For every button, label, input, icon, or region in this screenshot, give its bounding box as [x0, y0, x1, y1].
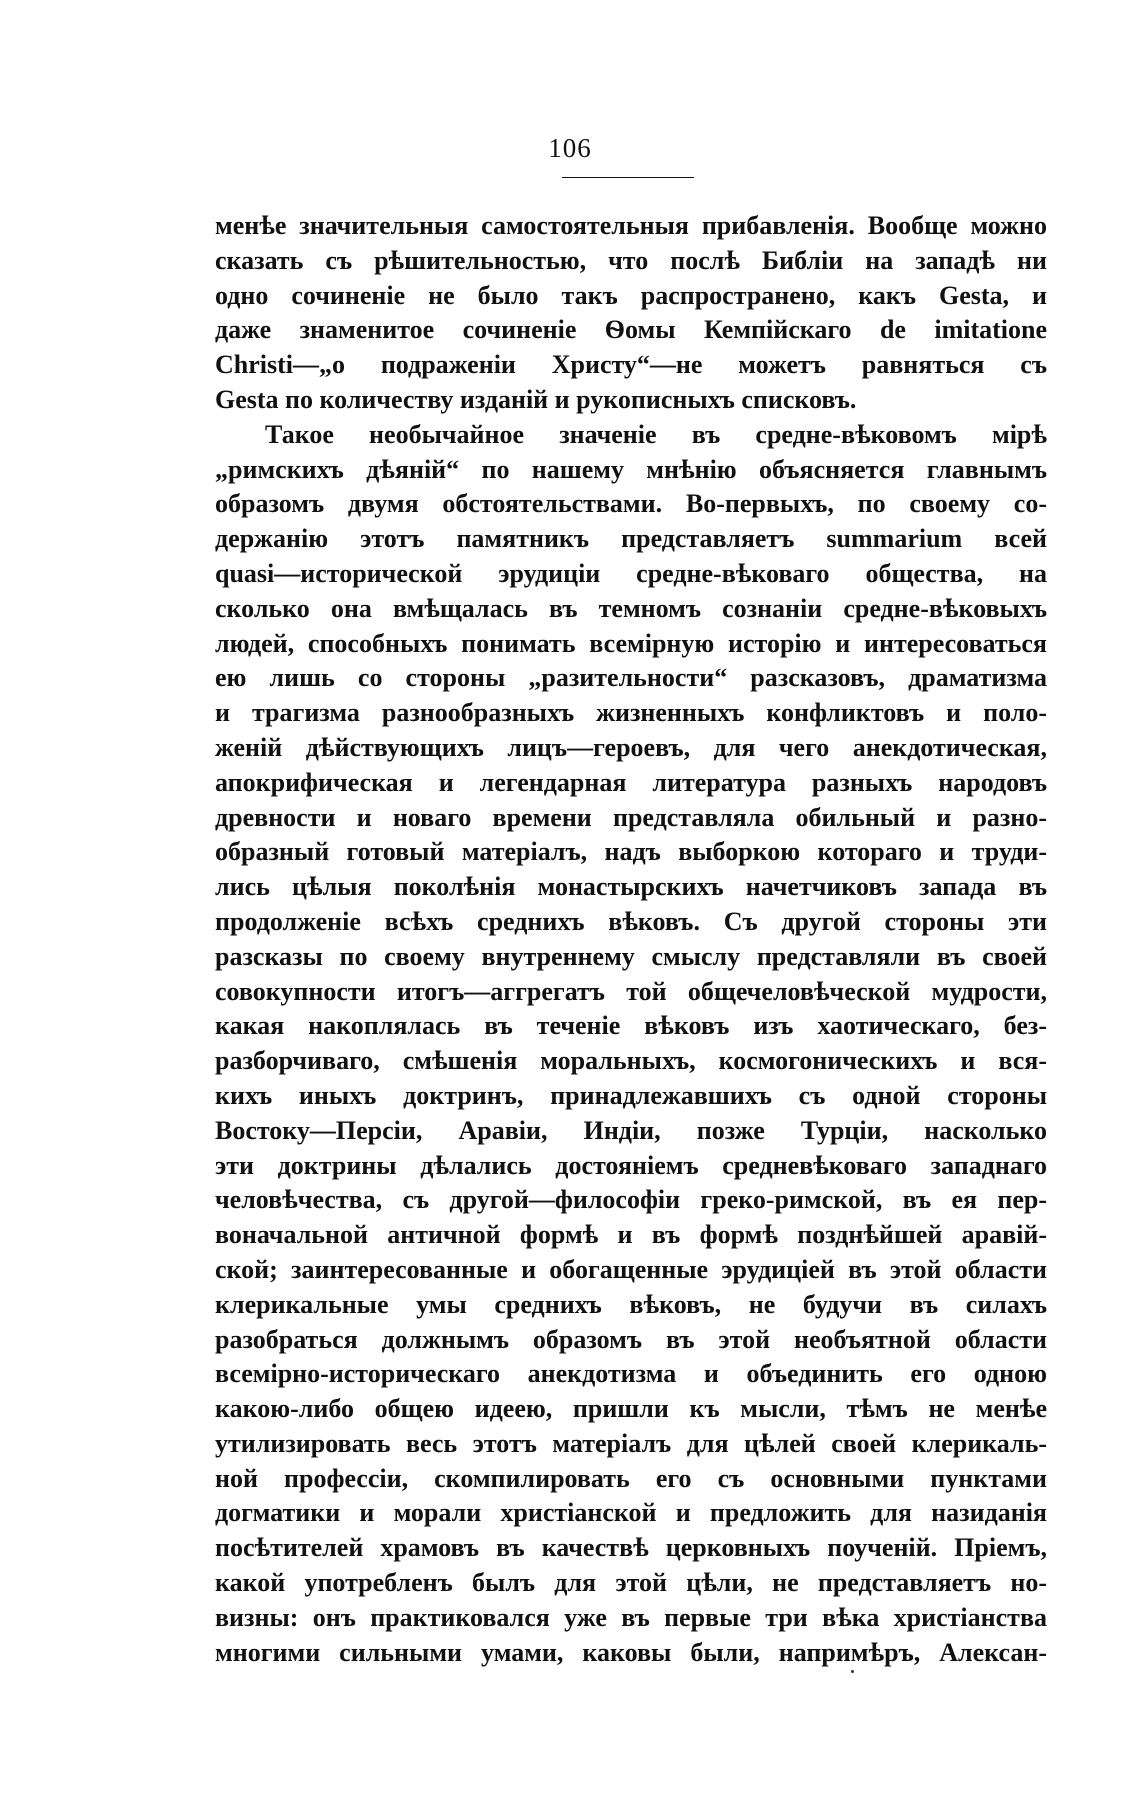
text-line: лись цѣлыя поколѣнія монастырскихъ начетчиковъ запада въ: [215, 872, 1047, 902]
text-line: воначальной античной формѣ и въ формѣ позднѣйшей аравій-: [215, 1220, 1047, 1250]
text-line: разсказы по своему внутреннему смыслу представляли въ своей: [215, 941, 1047, 971]
text-line: ной профессіи, скомпилировать его съ основными пунктами: [215, 1463, 1047, 1493]
text-line: и трагизма разнообразныхъ жизненныхъ конфликтовъ и поло-: [215, 698, 1047, 728]
body-text: [215, 209, 1047, 1670]
text-line: догматики и морали христіанской и предложить для назиданія: [215, 1498, 1047, 1528]
text-line: человѣчества, съ другой—философіи греко-римской, въ ея пер-: [215, 1185, 1047, 1215]
text-line: разборчиваго, смѣшенія моральныхъ, космогоническихъ и вся-: [215, 1046, 1047, 1076]
text-line: разобраться должнымъ образомъ въ этой необъятной области: [215, 1324, 1047, 1354]
text-line: продолженіе всѣхъ среднихъ вѣковъ. Съ другой стороны эти: [215, 906, 1047, 936]
text-line: образный готовый матеріалъ, надъ выборкою котораго и труди-: [215, 837, 1047, 867]
text-line: держанію этотъ памятникъ представляетъ summarium всей: [215, 524, 1047, 554]
text-line: многими сильными умами, каковы были, напримѣръ, Алексан-: [215, 1637, 1047, 1667]
text-line: кихъ иныхъ доктринъ, принадлежавшихъ съ одной стороны: [215, 1080, 1047, 1110]
ink-speck: [851, 1670, 854, 1673]
text-line: эти доктрины дѣлались достояніемъ средневѣковаго западнаго: [215, 1150, 1047, 1180]
text-line: менѣе значительныя самостоятельныя прибавленія. Вообще можно: [215, 211, 1047, 240]
text-line: сколько она вмѣщалась въ темномъ сознаніи средне-вѣковыхъ: [215, 593, 1047, 623]
text-line: посѣтителей храмовъ въ качествѣ церковныхъ поученій. Пріемъ,: [215, 1533, 1047, 1563]
text-line: Gesta по количеству изданій и рукописныхъ списковъ.: [215, 384, 857, 414]
text-line: даже знаменитое сочиненіе Ѳомы Кемпійскаго de imitatione: [215, 315, 1047, 345]
text-line: Christi—„о подраженіи Христу“—не можетъ равняться съ: [215, 350, 1047, 380]
text-line: клерикальные умы среднихъ вѣковъ, не будучи въ силахъ: [215, 1289, 1047, 1319]
text-line: визны: онъ практиковался уже въ первые три вѣка христіанства: [215, 1602, 1047, 1632]
text-line: какой употребленъ былъ для этой цѣли, не представляетъ но-: [215, 1568, 1047, 1598]
text-line: образомъ двумя обстоятельствами. Во-первыхъ, по своему со-: [215, 489, 1047, 519]
text-line: Востоку—Персіи, Аравіи, Индіи, позже Турціи, насколько: [215, 1115, 1047, 1145]
text-line: сказать съ рѣшительностью, что послѣ Библіи на западѣ ни: [215, 245, 1047, 275]
text-line: всемірно-историческаго анекдотизма и объединить его одною: [215, 1359, 1047, 1389]
text-line: совокупности итогъ—аггрегатъ той общечеловѣческой мудрости,: [215, 976, 1047, 1006]
text-line: quasi—исторической эрудиціи средне-вѣковаго общества, на: [215, 558, 1047, 588]
text-line: какая накоплялась въ теченіе вѣковъ изъ хаотическаго, без-: [215, 1011, 1047, 1041]
text-line: „римскихъ дѣяній“ по нашему мнѣнію объясняется главнымъ: [215, 454, 1047, 484]
text-line: ею лишь со стороны „разительности“ разсказовъ, драматизма: [215, 663, 1047, 693]
text-line: какою-либо общею идеею, пришли къ мысли, тѣмъ не менѣе: [215, 1394, 1047, 1424]
text-line: женій дѣйствующихъ лицъ—героевъ, для чего анекдотическая,: [215, 732, 1047, 762]
text-line: древности и новаго времени представляла обильный и разно-: [215, 802, 1047, 832]
text-line: апокрифическая и легендарная литература разныхъ народовъ: [215, 767, 1047, 797]
text-line: утилизировать весь этотъ матеріалъ для цѣлей своей клерикаль-: [215, 1428, 1047, 1458]
text-line: одно сочиненіе не было такъ распространено, какъ Gesta, и: [215, 280, 1047, 310]
page-number-rule: [562, 177, 694, 178]
text-line: ской; заинтересованные и обогащенные эрудиціей въ этой области: [215, 1254, 1047, 1284]
text-line: людей, способныхъ понимать всемірную исторію и интересоваться: [215, 628, 1047, 658]
page-number: 106: [548, 133, 592, 163]
paragraph-start-line: Такое необычайное значеніе въ средне-вѣковомъ мірѣ: [265, 419, 1047, 449]
